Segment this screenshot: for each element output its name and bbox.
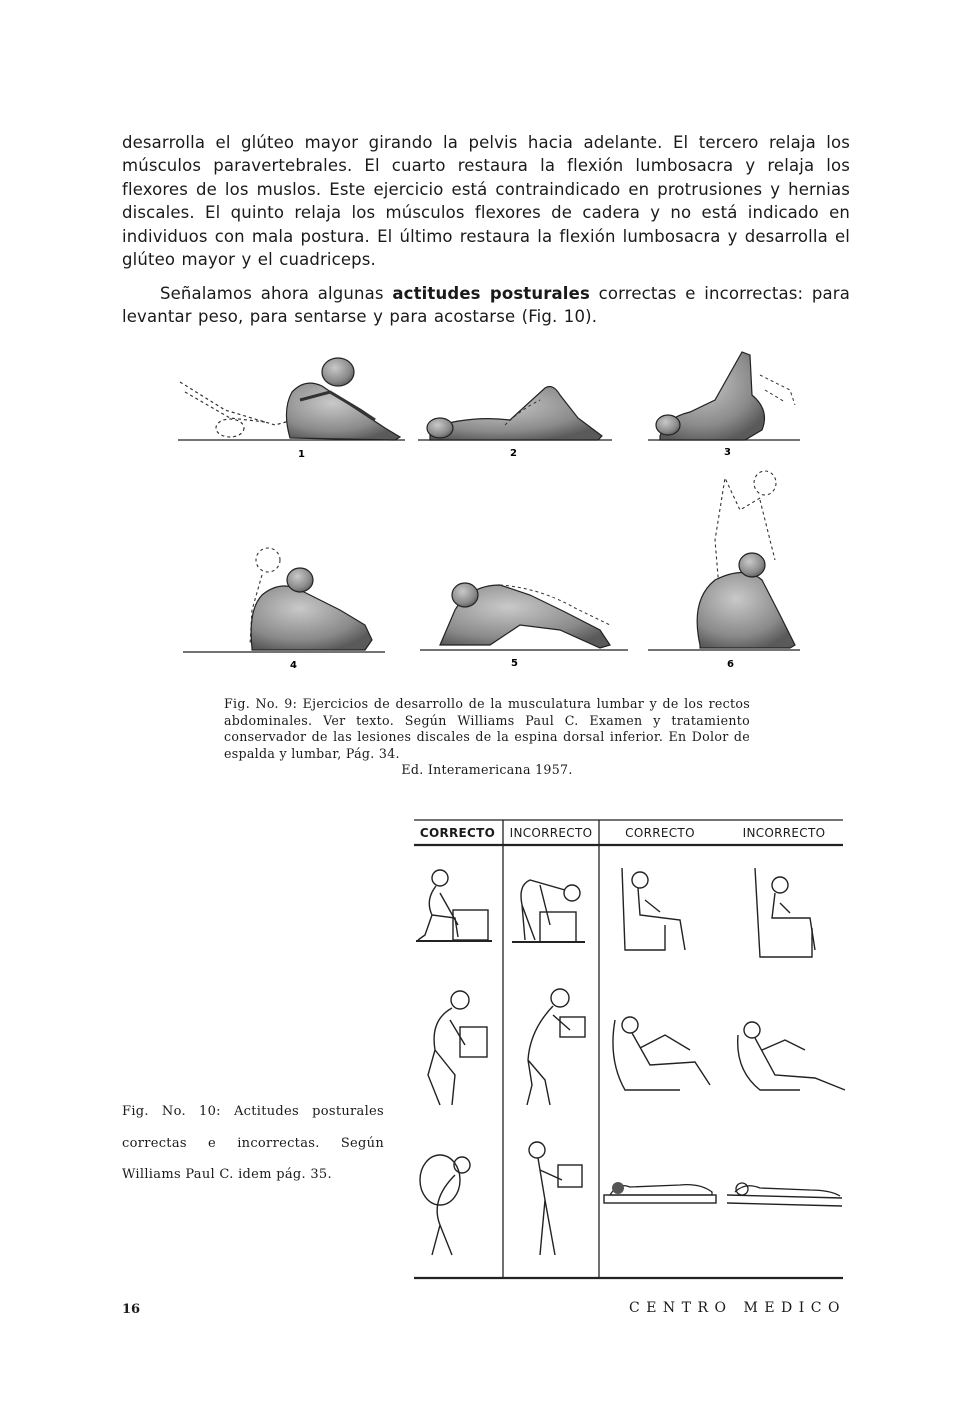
posture-lift-correct [416,870,492,941]
posture-lift-incorrect [512,880,585,942]
exercise-number-3: 3 [724,447,731,458]
figure-9-exercises [178,352,800,671]
figure-10-caption: Fig. No. 10: Actitudes posturales correctas e incorrectas. Según Williams Paul C. idem pág. 35. [122,1104,384,1182]
exercise-5-figure [440,583,610,648]
exercise-6-figure [697,471,795,648]
posture-frontload-correct [529,1142,582,1255]
paragraph-2-end: correctas e incorrectas: para levantar peso, para sentarse y para acostarse (Fig. 10). [122,284,850,327]
posture-carry-correct [428,991,487,1105]
posture-sit-correct [622,868,685,950]
exercise-3-figure [656,352,795,440]
exercise-number-2: 2 [510,448,517,459]
table-header-incorrect-1: INCORRECTO [509,826,593,840]
figure-9-caption-body: Fig. No. 9: Ejercicios de desarrollo de la musculatura lumbar y de los rectos abdominales. Ver texto. Según Williams Paul C. Examen y tratamiento conservador de las lesiones discales de la espina dorsal inferior. En Dolor de espalda y lumbar, Pág. 34. [224,696,750,761]
figure-9-caption [224,696,750,779]
exercise-number-6: 6 [727,659,734,670]
table-header-correct-1: CORRECTO [419,826,496,840]
posture-lie-correct [604,1182,716,1203]
table-header-incorrect-2: INCORRECTO [742,826,826,840]
exercise-1-figure [180,358,400,440]
exercise-number-5: 5 [511,658,518,669]
journal-name: CENTRO MEDICO [629,1300,846,1316]
posture-carry-incorrect [527,989,585,1105]
posture-sit-incorrect [755,868,815,957]
page-number: 16 [122,1302,141,1317]
figure-9-caption-last-line: Ed. Interamericana 1957. [401,762,573,777]
exercise-2-figure [427,387,602,440]
table-header-correct-2: CORRECTO [625,826,695,840]
exercise-number-4: 4 [290,660,297,671]
posture-backload-incorrect [420,1155,470,1255]
exercise-4-figure [250,548,372,650]
paragraph-2-start: Señalamos ahora algunas [160,284,393,303]
body-paragraph-1: desarrolla el glúteo mayor girando la pelvis hacia adelante. El tercero relaja los músculos paravertebrales. El cuarto restaura la flexión lumbosacra y relaja los flexores de los muslos. Este ejercicio está contraindicado en protrusiones y hernias discales. El quinto relaja los músculos flexores de cadera y no está indicado en individuos con mala postura. El último restaura la flexión lumbosacra y desarrolla el glúteo mayor y el cuadriceps. [122,133,850,270]
posture-lie-incorrect [727,1183,842,1206]
posture-recline-correct [613,1017,710,1090]
exercise-number-1: 1 [298,449,305,460]
bold-term: actitudes posturales [392,284,590,303]
posture-recline-incorrect [738,1022,845,1090]
figure-10-table [414,820,845,1278]
